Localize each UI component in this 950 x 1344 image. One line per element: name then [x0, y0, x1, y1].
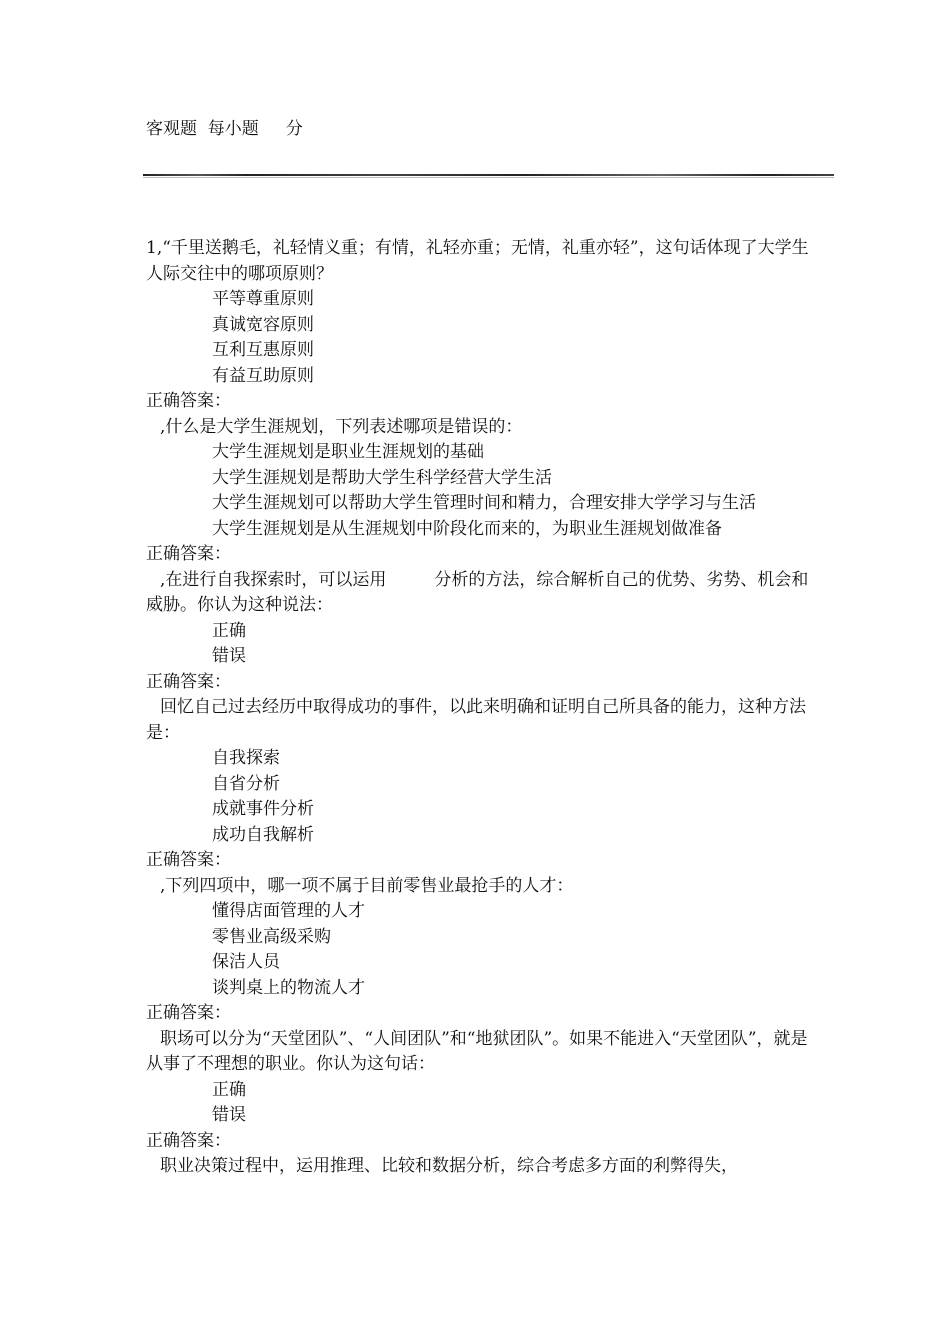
- question-4-text: 回忆自己过去经历中取得成功的事件，以此来明确和证明自己所具备的能力，这种方法是：: [146, 697, 806, 743]
- question-6-text: 职场可以分为“天堂团队”、“人间团队”和“地狱团队”。如果不能进入“天堂团队”，就是从事了不理想的职业。你认为这句话：: [146, 1028, 808, 1074]
- question-4-option-3: 成就事件分析: [212, 799, 314, 819]
- question-4-option-2: 自省分析: [212, 773, 280, 794]
- question-4: [146, 695, 814, 874]
- question-2-option-4: 大学生涯规划是从生涯规划中阶段化而来的，为职业生涯规划做准备: [212, 518, 722, 539]
- question-5-option-4: 谈判桌上的物流人才: [212, 977, 365, 998]
- header-divider-shadow: [143, 177, 834, 178]
- question-1-option-3: 互利互惠原则: [212, 340, 314, 360]
- question-5-option-2: 零售业高级采购: [212, 926, 331, 947]
- question-3-option-1: 正确: [212, 620, 246, 641]
- question-5-answer-label: 正确答案：: [146, 1003, 231, 1023]
- question-3-text: [146, 568, 814, 619]
- question-6-option-2: 错误: [212, 1105, 246, 1125]
- question-5-option-3: 保洁人员: [212, 952, 280, 972]
- question-6: [146, 1027, 814, 1155]
- question-4-answer-label: 正确答案：: [146, 850, 231, 870]
- question-1-option-1: 平等尊重原则: [212, 289, 314, 309]
- section-title: 客观题 每小题 分: [146, 119, 303, 139]
- question-7-text: 职业决策过程中，运用推理、比较和数据分析，综合考虑多方面的利弊得失，: [160, 1156, 738, 1176]
- question-3-answer-label: 正确答案：: [146, 671, 231, 692]
- question-2-answer-label: 正确答案：: [146, 544, 231, 564]
- question-1-answer-label: 正确答案：: [146, 391, 231, 411]
- question-2-option-1: 大学生涯规划是职业生涯规划的基础: [212, 442, 484, 462]
- question-7: [146, 1154, 814, 1180]
- question-3-text-before: ,在进行自我探索时，可以运用: [160, 569, 387, 590]
- question-4-option-4: 成功自我解析: [212, 824, 314, 845]
- question-5: [146, 874, 814, 1027]
- question-list: [146, 236, 814, 1180]
- question-3-option-2: 错误: [212, 646, 246, 666]
- question-2-option-3: 大学生涯规划可以帮助大学生管理时间和精力，合理安排大学学习与生活: [212, 493, 756, 513]
- question-6-option-1: 正确: [212, 1079, 246, 1100]
- question-1-option-4: 有益互助原则: [212, 365, 314, 386]
- question-2-option-2: 大学生涯规划是帮助大学生科学经营大学生活: [212, 467, 552, 488]
- question-1-text: 1,“千里送鹅毛，礼轻情义重；有情，礼轻亦重；无情，礼重亦轻”，这句话体现了大学生人际交往中的哪项原则？: [146, 238, 809, 284]
- question-5-text: ,下列四项中，哪一项不属于目前零售业最抢手的人才：: [160, 875, 574, 896]
- question-5-option-1: 懂得店面管理的人才: [212, 901, 365, 921]
- question-2: [146, 415, 814, 568]
- question-4-option-1: 自我探索: [212, 748, 280, 768]
- header-divider: [143, 174, 834, 176]
- question-3-text-after: 分析的方法，综合解析自己的优势、劣势、机会和威胁。你认为这种说法：: [146, 569, 809, 615]
- question-6-answer-label: 正确答案：: [146, 1130, 231, 1151]
- question-3: [146, 568, 814, 696]
- question-2-text: ,什么是大学生涯规划，下列表述哪项是错误的：: [160, 416, 523, 437]
- question-1: [146, 236, 814, 415]
- question-1-option-2: 真诚宽容原则: [212, 314, 314, 335]
